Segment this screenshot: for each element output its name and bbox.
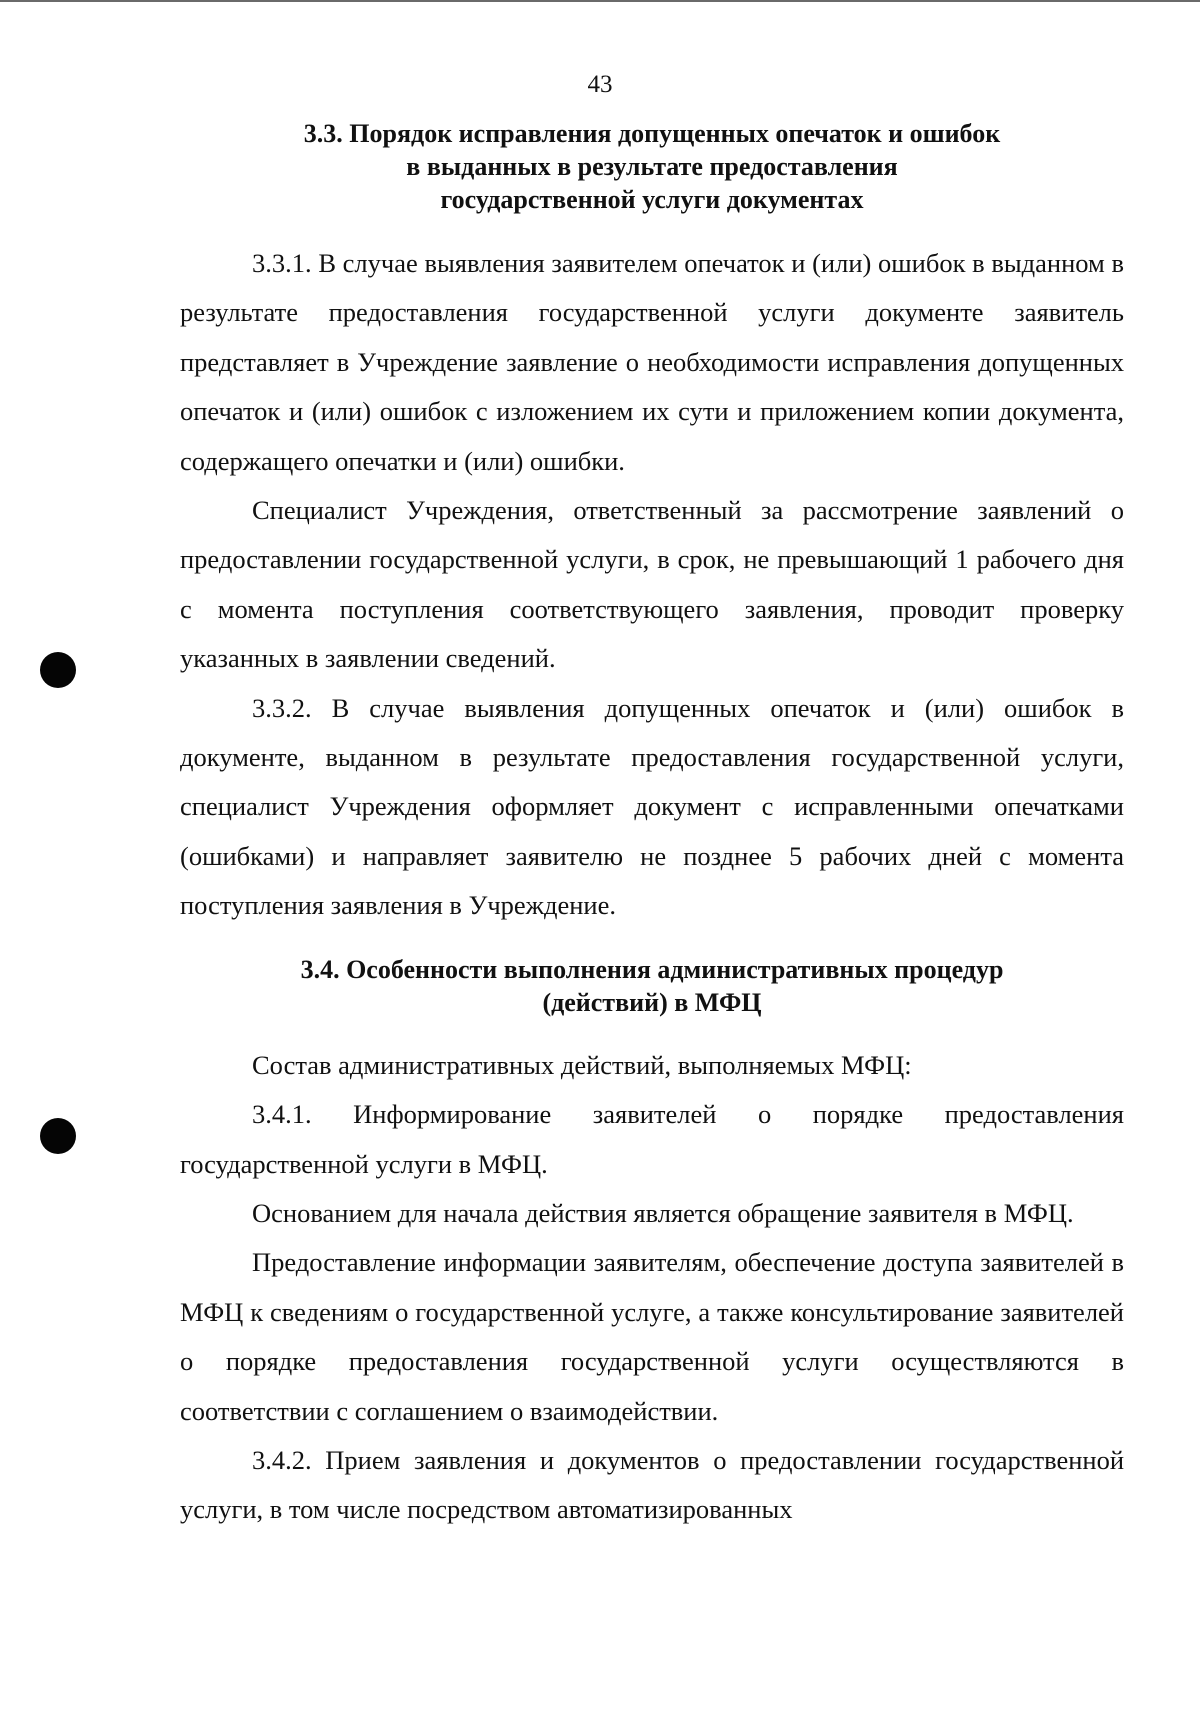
section-3-3-heading bbox=[180, 117, 1124, 216]
paragraph-3-3-1: 3.3.1. В случае выявления заявителем опечаток и (или) ошибок в выданном в результате предоставления государственной услуги документе заявитель представляет в Учреждение заявление о необходимости исправления допущенных опечаток и (или) ошибок с изложением их сути и приложением копии документа, содержащего опечатки и (или) ошибки. bbox=[180, 248, 1124, 476]
section-3-4-heading-line-1: 3.4. Особенности выполнения административных процедур bbox=[300, 954, 1004, 984]
section-3-4-heading bbox=[180, 953, 1124, 1019]
page-number: 43 bbox=[587, 71, 613, 98]
paragraph-mfc-actions-list: Состав административных действий, выполняемых МФЦ: bbox=[252, 1049, 912, 1080]
section-3-3-heading-line-1: 3.3. Порядок исправления допущенных опечаток и ошибок bbox=[303, 119, 1001, 148]
section-3-3-heading-line-2: в выданных в результате предоставления bbox=[406, 152, 898, 181]
section-3-3-heading-line-3: государственной услуги документах bbox=[440, 185, 864, 214]
paragraph-3-4-1: 3.4.1. Информирование заявителей о порядке предоставления государственной услуги в МФЦ. bbox=[180, 1099, 1124, 1179]
paragraph-specialist-check: Специалист Учреждения, ответственный за рассмотрение заявлений о предоставлении государственной услуги, в срок, не превышающий 1 рабочего дня с момента поступления соответствующего заявления, проводит проверку указанных в заявлении сведений. bbox=[180, 495, 1124, 674]
paragraph-3-3-2: 3.3.2. В случае выявления допущенных опечаток и (или) ошибок в документе, выданном в результате предоставления государственной услуги, специалист Учреждения оформляет документ с исправленными опечатками (ошибками) и направляет заявителю не позднее 5 рабочих дней с момента поступления заявления в Учреждение. bbox=[180, 692, 1124, 921]
scan-top-edge bbox=[0, 0, 1200, 2]
document-body bbox=[180, 117, 1124, 1535]
punch-hole-lower bbox=[40, 1118, 76, 1154]
section-3-4-heading-line-2: (действий) в МФЦ bbox=[542, 987, 762, 1017]
paragraph-basis-for-action: Основанием для начала действия является обращение заявителя в МФЦ. bbox=[252, 1197, 1074, 1228]
paragraph-3-4-2: 3.4.2. Прием заявления и документов о предоставлении государственной услуги, в том числе посредством автоматизированных bbox=[180, 1444, 1124, 1525]
paragraph-information-provision: Предоставление информации заявителям, обеспечение доступа заявителей в МФЦ к сведениям о государственной услуге, а также консультирование заявителей о порядке предоставления государственной услуги осуществляются в соответствии с соглашением о взаимодействии. bbox=[180, 1247, 1124, 1426]
punch-hole-upper bbox=[40, 652, 76, 688]
